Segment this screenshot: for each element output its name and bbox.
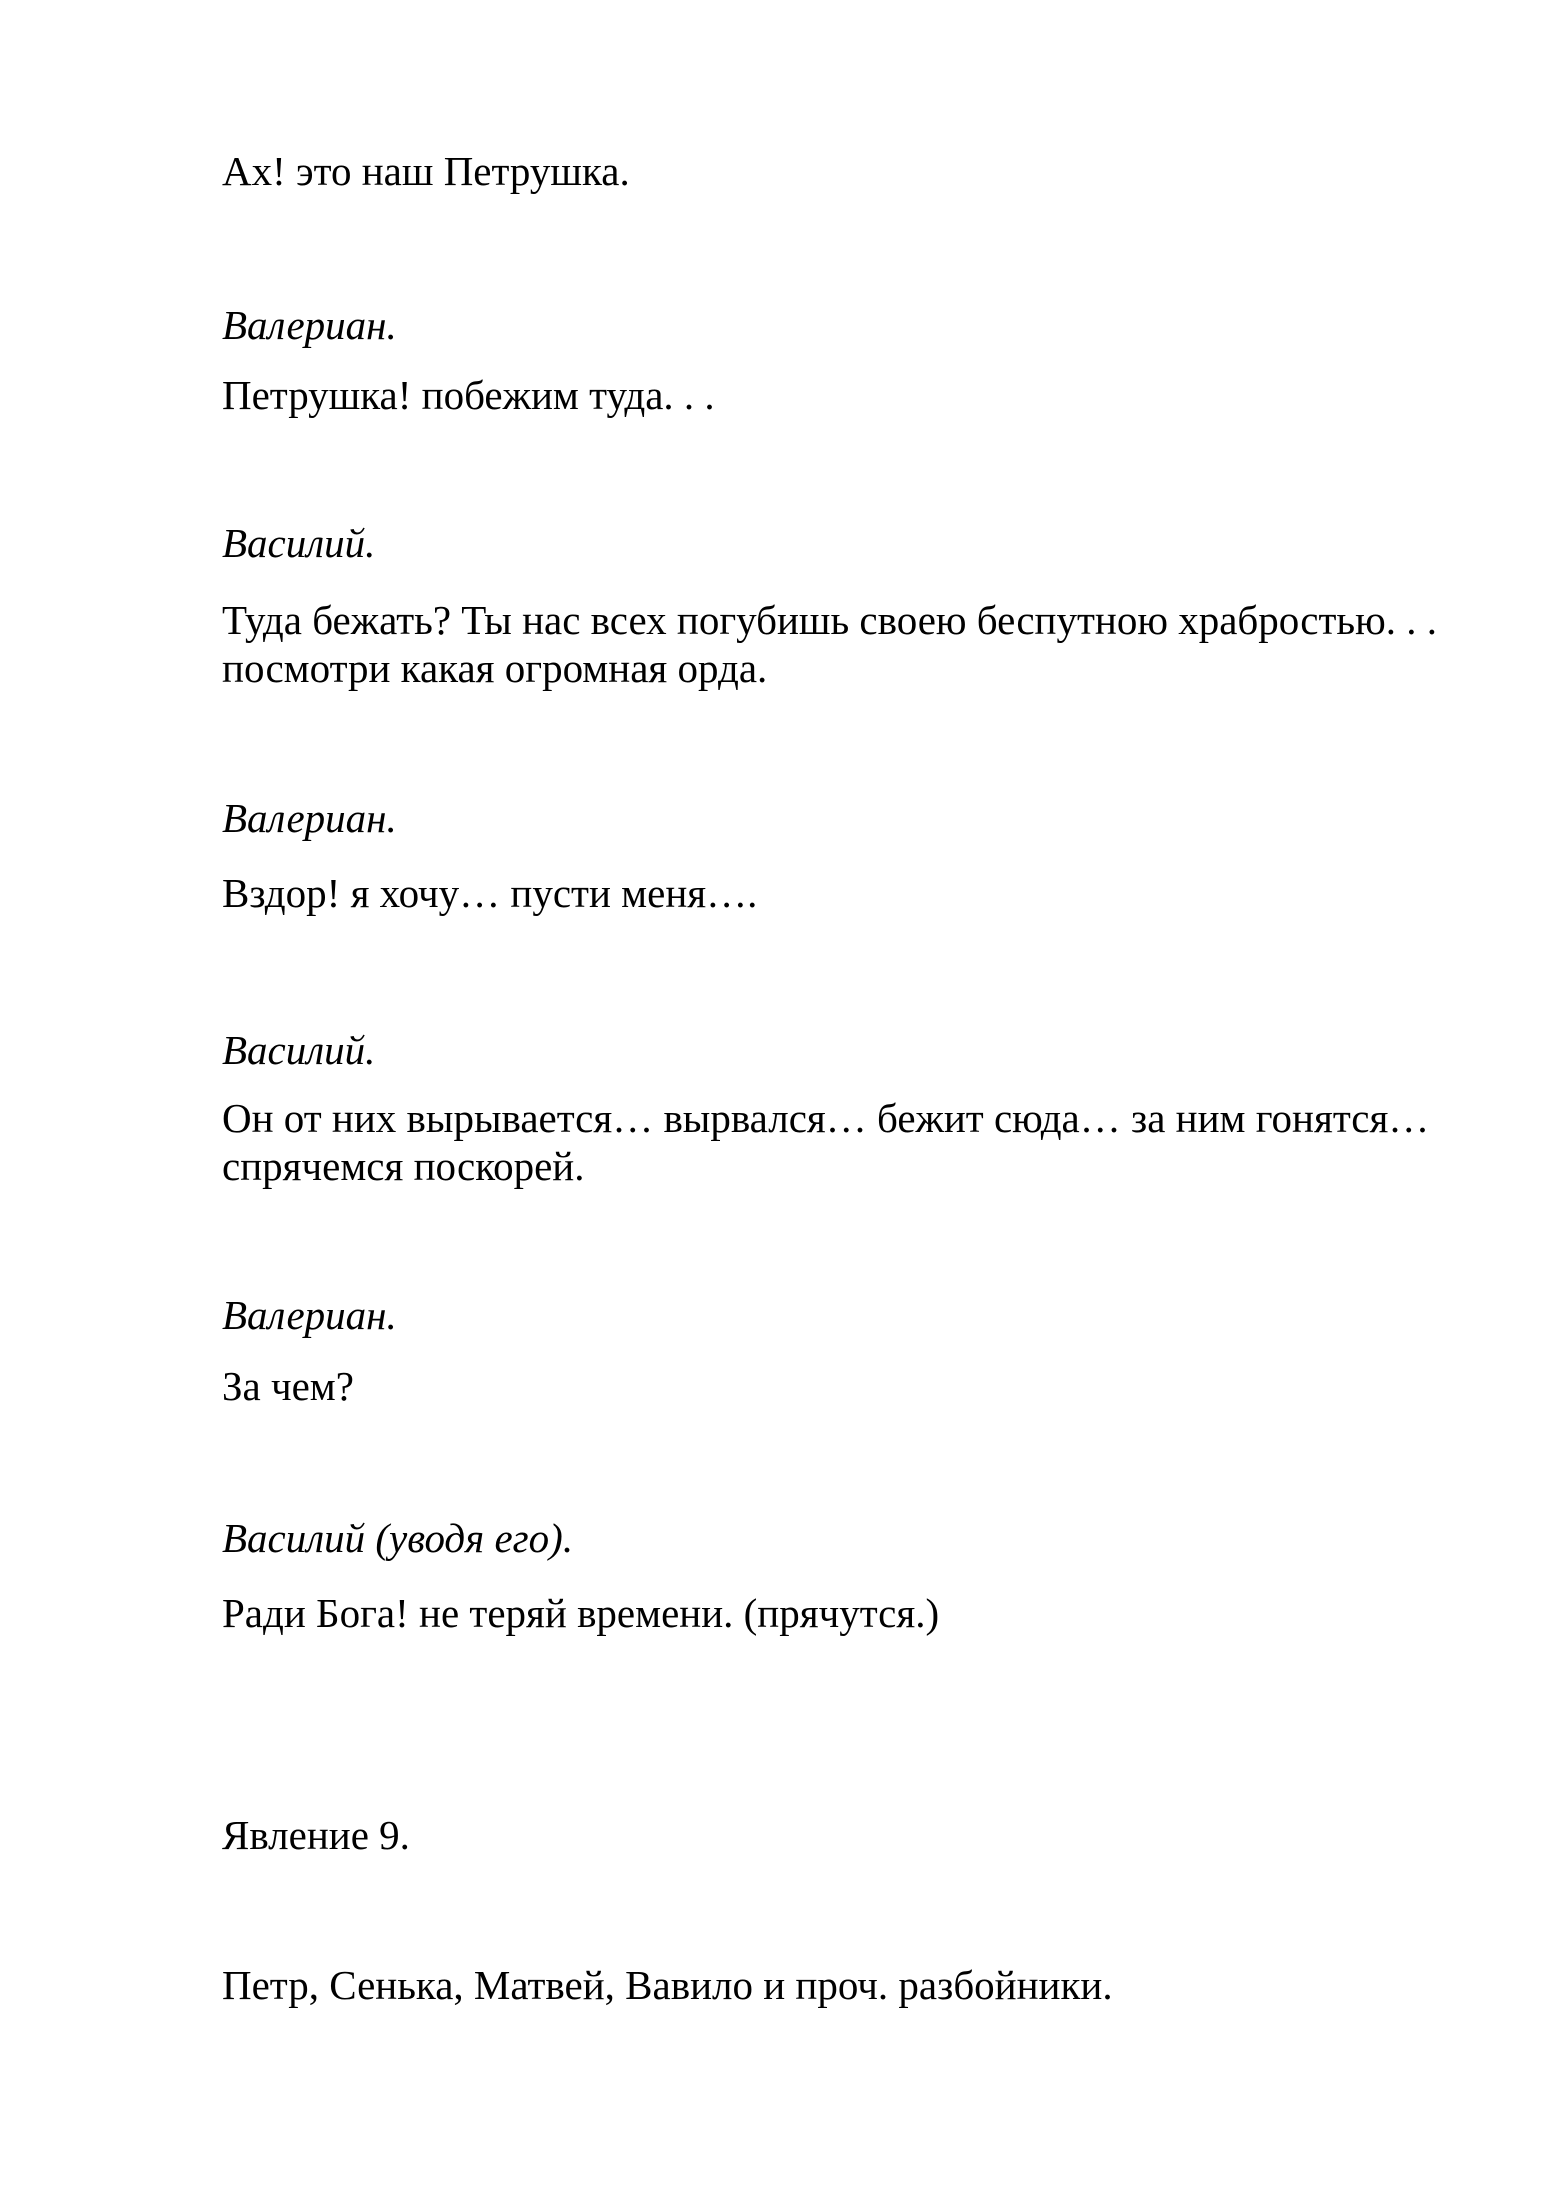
speaker-name-line: Василий (уводя его). — [222, 1515, 574, 1561]
speaker-name-line: Валериан. — [222, 302, 397, 348]
dialogue-line: Он от них вырывается… вырвался… бежит сюда… за ним гонятся… — [222, 1095, 1430, 1141]
dialogue-line: Вздор! я хочу… пусти меня…. — [222, 870, 758, 916]
dialogue-line: посмотри какая огромная орда. — [222, 645, 768, 691]
dialogue-line: Ради Бога! не теряй времени. (прячутся.) — [222, 1590, 940, 1636]
speaker-name-line: Василий. — [222, 1027, 376, 1073]
dialogue-line: Петрушка! побежим туда. . . — [222, 372, 715, 418]
dialogue-line: За чем? — [222, 1363, 354, 1409]
dialogue-line: Туда бежать? Ты нас всех погубишь своею беспутною храбростью. . . — [222, 597, 1437, 643]
dialogue-line: Ах! это наш Петрушка. — [222, 148, 630, 194]
cast-list-line: Петр, Сенька, Матвей, Вавило и проч. разбойники. — [222, 1962, 1113, 2008]
speaker-name-line: Валериан. — [222, 1292, 397, 1338]
scene-heading: Явление 9. — [222, 1812, 410, 1858]
dialogue-line: спрячемся поскорей. — [222, 1143, 585, 1189]
speaker-name-line: Валериан. — [222, 795, 397, 841]
speaker-name-line: Василий. — [222, 520, 376, 566]
